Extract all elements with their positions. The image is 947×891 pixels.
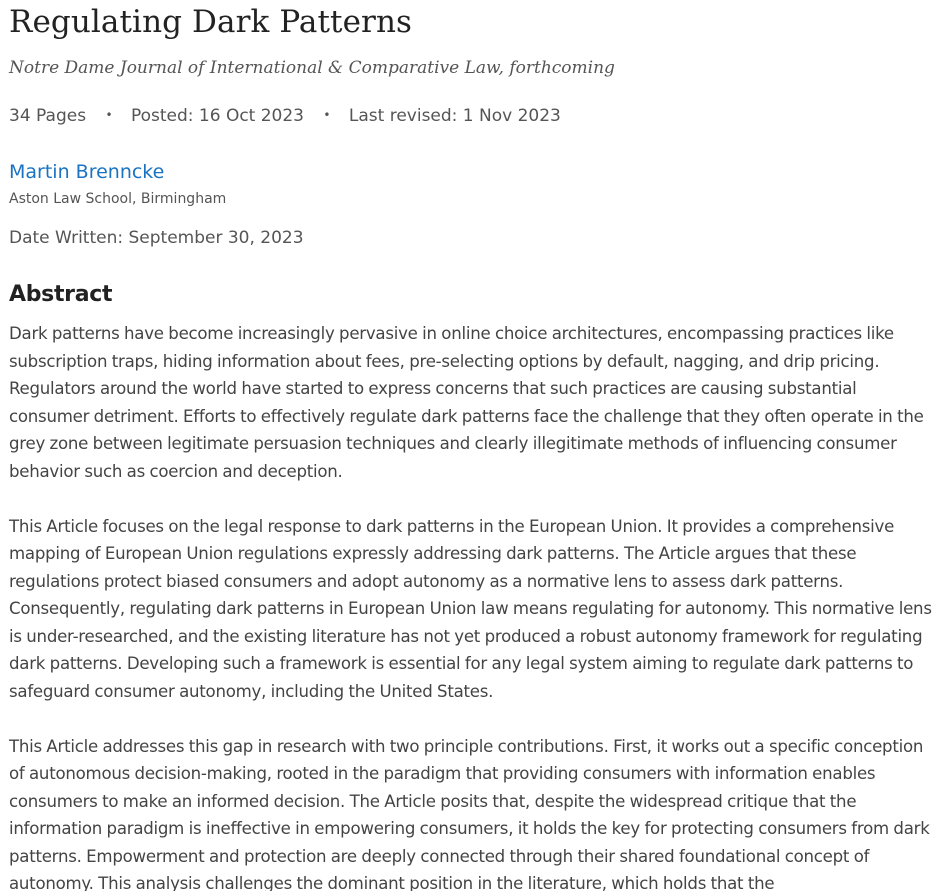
- abstract-heading: Abstract: [9, 282, 113, 307]
- date-written: Date Written: September 30, 2023: [9, 228, 304, 248]
- last-revised-date: Last revised: 1 Nov 2023: [348, 106, 561, 126]
- meta-separator: •: [323, 108, 331, 122]
- page-count: 34 Pages: [9, 106, 87, 126]
- abstract-paragraph: This Article focuses on the legal response to dark patterns in the European Union. It provides a comprehensive mapping of European Union regulations expressly addressing dark patterns. The Article argues that these regulations protect biased consumers and adopt autonomy as a normative lens to assess dark patterns. Consequently, regulating dark patterns in European Union law means regulating for autonomy. This normative lens is under-researched, and the existing literature has not yet produced a robust autonomy framework for regulating dark patterns. Developing such a framework is essential for any legal system aiming to regulate dark patterns to safeguard consumer autonomy, including the United States.: [9, 516, 932, 701]
- paper-meta: [9, 102, 561, 129]
- abstract-paragraph: This Article addresses this gap in research with two principle contributions. First, it works out a specific conception of autonomous decision-making, rooted in the paradigm that providing consumers with information enables consumers to make an informed decision. The Article posits that, despite the widespread critique that the information paradigm is ineffective in empowering consumers, it holds the key for protecting consumers from dark patterns. Empowerment and protection are deeply connected through their shared foundational concept of autonomy. This analysis challenges the dominant position in the literature, which holds that the: [9, 736, 930, 891]
- author-affiliation: Aston Law School, Birmingham: [9, 191, 227, 207]
- journal-citation: Notre Dame Journal of International & Comparative Law, forthcoming: [9, 58, 615, 78]
- meta-separator: •: [105, 108, 113, 122]
- paper-title: Regulating Dark Patterns: [9, 4, 413, 40]
- author-link[interactable]: Martin Brenncke: [9, 161, 165, 183]
- abstract-body: [9, 320, 937, 891]
- posted-date: Posted: 16 Oct 2023: [130, 106, 304, 126]
- abstract-paragraph: Dark patterns have become increasingly pervasive in online choice architectures, encompassing practices like subscription traps, hiding information about fees, pre-selecting options by default, nagging, and drip pricing. Regulators around the world have started to express concerns that such practices are causing substantial consumer detriment. Efforts to effectively regulate dark patterns face the challenge that they often operate in the grey zone between legitimate persuasion techniques and clearly illegitimate methods of influencing consumer behavior such as coercion and deception.: [9, 324, 924, 481]
